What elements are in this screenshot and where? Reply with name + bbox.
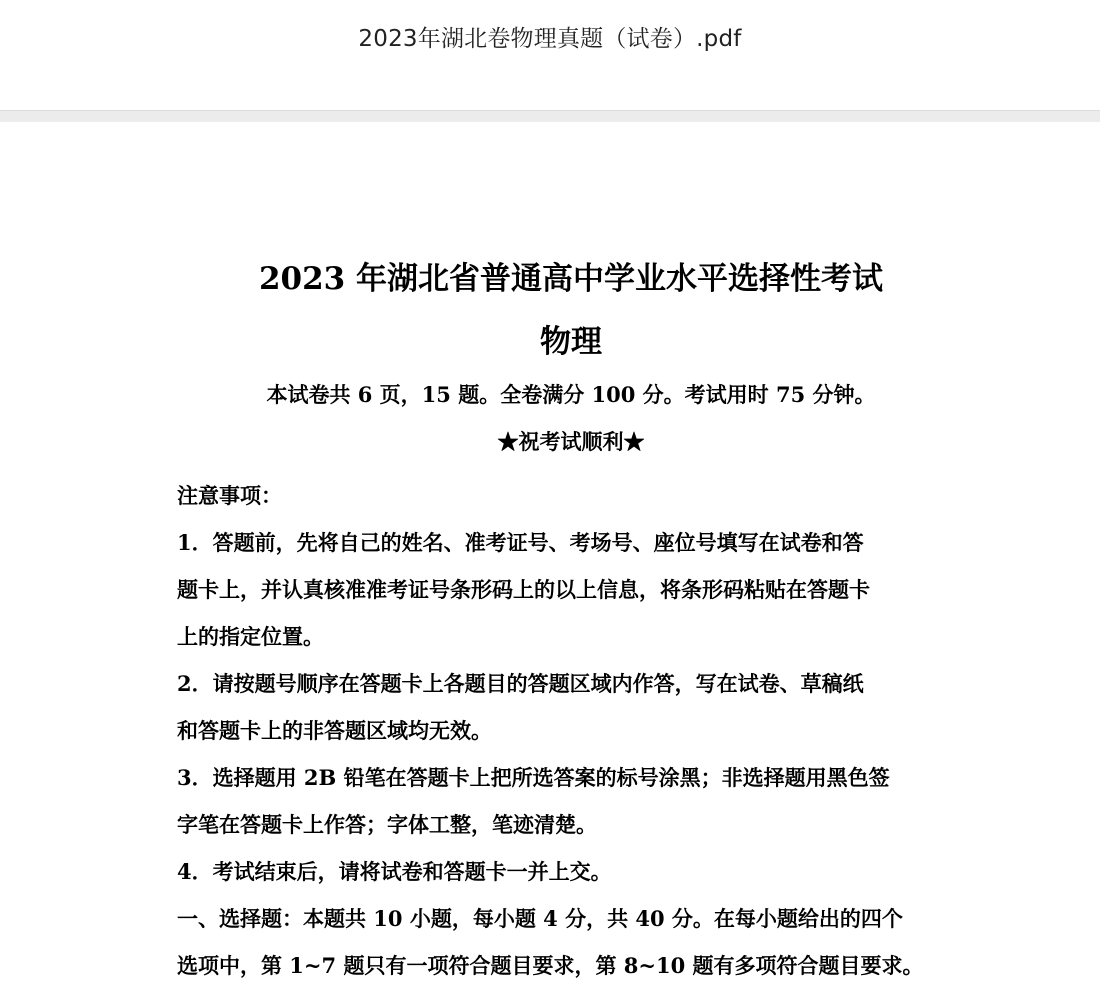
text-line: 2．请按题号顺序在答题卡上各题目的答题区域内作答，写在试卷、草稿纸 [177,671,864,696]
text-line: 上的指定位置。 [177,624,324,649]
text-line: 题卡上，并认真核准准考证号条形码上的以上信息，将条形码粘贴在答题卡 [177,577,870,602]
text-line: 4．考试结束后，请将试卷和答题卡一并上交。 [177,859,612,884]
text-line: 选项中，第 1~7 题只有一项符合题目要求，第 8~10 题有多项符合题目要求。 [177,953,924,978]
page-separator [0,110,1100,122]
text-line: 3．选择题用 2B 铅笔在答题卡上把所选答案的标号涂黑；非选择题用黑色签 [177,765,890,790]
text-line: 字笔在答题卡上作答；字体工整，笔迹清楚。 [177,812,597,837]
text-line: 一、选择题：本题共 10 小题，每小题 4 分，共 40 分。在每小题给出的四个 [177,906,903,931]
title-bar [0,0,1100,110]
good-luck-line: ★祝考试顺利★ [497,429,645,454]
subject-heading: 物理 [540,324,602,360]
pdf-page [0,122,1100,990]
document-title: 2023年湖北卷物理真题（试卷）.pdf [358,26,742,52]
text-line: 1．答题前，先将自己的姓名、准考证号、考场号、座位号填写在试卷和答 [177,530,864,555]
instructions [177,472,977,989]
notes-heading: 注意事项： [177,483,282,508]
exam-title: 2023 年湖北省普通高中学业水平选择性考试 [258,261,884,297]
text-line: 和答题卡上的非答题区域均无效。 [177,718,492,743]
exam-info: 本试卷共 6 页，15 题。全卷满分 100 分。考试用时 75 分钟。 [266,382,876,407]
